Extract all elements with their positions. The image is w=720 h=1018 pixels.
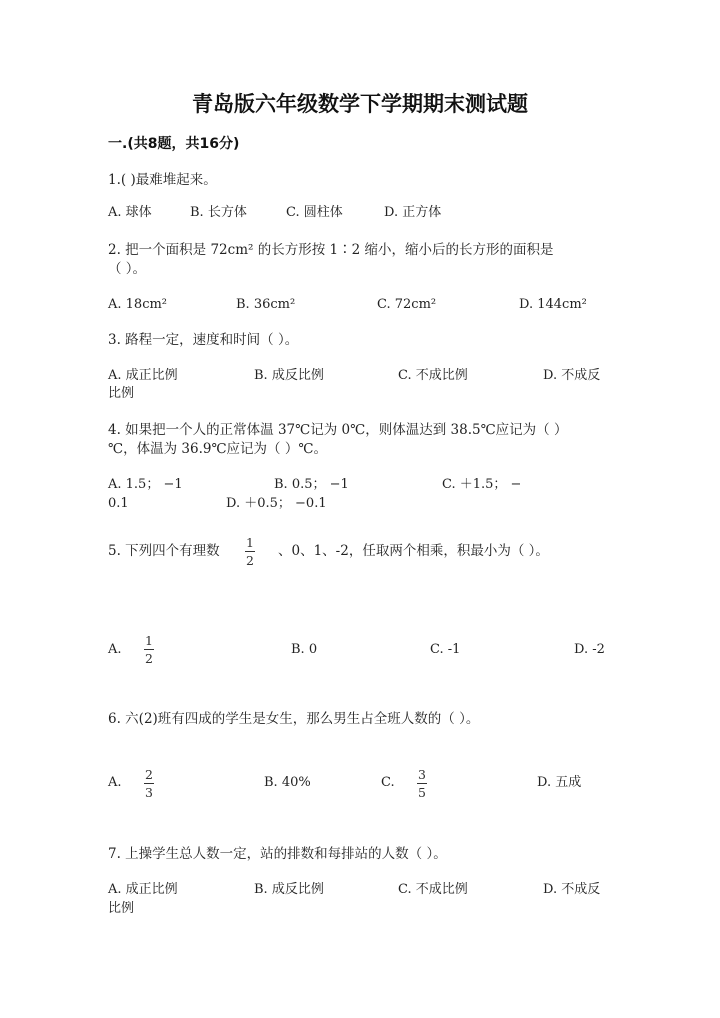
fraction-bar [417,783,427,784]
question-6-option-a-label: A. [108,775,122,790]
fraction-bar [144,783,154,784]
question-6-option-c-fraction [417,768,427,799]
page-title: 青岛版六年级数学下学期期末测试题 [192,91,528,116]
fraction-numerator: 1 [246,535,254,550]
question-6-option-d: D. 五成 [537,775,582,790]
question-4-stem-line-1: 4. 如果把一个人的正常体温 37℃记为 0℃，则体温达到 38.5℃应记为（ ） [108,422,568,438]
question-4-option-d: D. ＋0.5； −0.1 [226,496,327,511]
question-2-stem-line-2: （ ）。 [108,261,147,277]
question-4-option-b: B. 0.5； −1 [274,477,349,492]
question-2-option-d: D. 144cm² [519,297,587,312]
question-1-option-a: A. 球体 [108,205,152,220]
question-1-option-c: C. 圆柱体 [286,205,343,220]
question-5-option-a-label: A. [108,642,122,657]
question-5-option-b: B. 0 [291,642,318,657]
question-7-option-b: B. 成反比例 [254,882,324,897]
question-3-stem: 3. 路程一定，速度和时间（ ）。 [108,332,299,348]
fraction-denominator: 3 [145,785,153,800]
section-heading: 一.(共8题，共16分) [108,136,240,152]
question-3-option-d-wrap: 比例 [108,386,135,401]
question-4-option-c-wrap: 0.1 [108,496,129,511]
question-3-option-a: A. 成正比例 [108,368,178,383]
question-5-option-d: D. -2 [574,642,605,657]
question-5-stem-prefix: 5. 下列四个有理数 [108,543,220,559]
question-4-option-c: C. ＋1.5； − [442,477,522,492]
question-5-stem-suffix: 、0、1、-2，任取两个相乘，积最小为（ ）。 [278,543,549,559]
fraction-numerator: 1 [145,633,153,648]
fraction-denominator: 2 [145,651,153,666]
question-2-stem-line-1: 2. 把一个面积是 72cm² 的长方形按 1∶2 缩小，缩小后的长方形的面积是 [108,242,554,258]
fraction-numerator: 2 [145,767,153,782]
question-6-option-a-fraction [144,768,154,799]
question-2-option-c: C. 72cm² [377,297,437,312]
fraction-denominator: 5 [418,785,426,800]
question-3-option-c: C. 不成比例 [398,368,468,383]
question-3-option-d: D. 不成反 [543,368,601,383]
question-1-stem: 1.( )最难堆起来。 [108,172,217,188]
question-7-stem: 7. 上操学生总人数一定，站的排数和每排站的人数（ ）。 [108,846,447,862]
fraction-bar [144,649,154,650]
question-2-option-b: B. 36cm² [236,297,296,312]
question-6-option-b: B. 40% [264,775,311,790]
question-6-option-c-label: C. [381,775,395,790]
question-7-option-d: D. 不成反 [543,882,601,897]
fraction-bar [245,551,255,552]
question-7-option-d-wrap: 比例 [108,901,135,916]
question-5-option-a-fraction [144,634,154,665]
question-2-option-a: A. 18cm² [108,297,168,312]
question-7-option-c: C. 不成比例 [398,882,468,897]
fraction-denominator: 2 [246,553,254,568]
question-4-option-a: A. 1.5； −1 [108,477,183,492]
fraction-numerator: 3 [418,767,426,782]
question-7-option-a: A. 成正比例 [108,882,178,897]
question-6-stem: 6. 六(2)班有四成的学生是女生，那么男生占全班人数的（ ）。 [108,711,480,727]
question-5-option-c: C. -1 [430,642,461,657]
question-3-option-b: B. 成反比例 [254,368,324,383]
question-1-option-b: B. 长方体 [190,205,247,220]
question-5-stem-fraction [245,536,255,567]
question-4-stem-line-2: ℃，体温为 36.9℃应记为（ ）℃。 [108,441,327,457]
question-1-option-d: D. 正方体 [384,205,442,220]
